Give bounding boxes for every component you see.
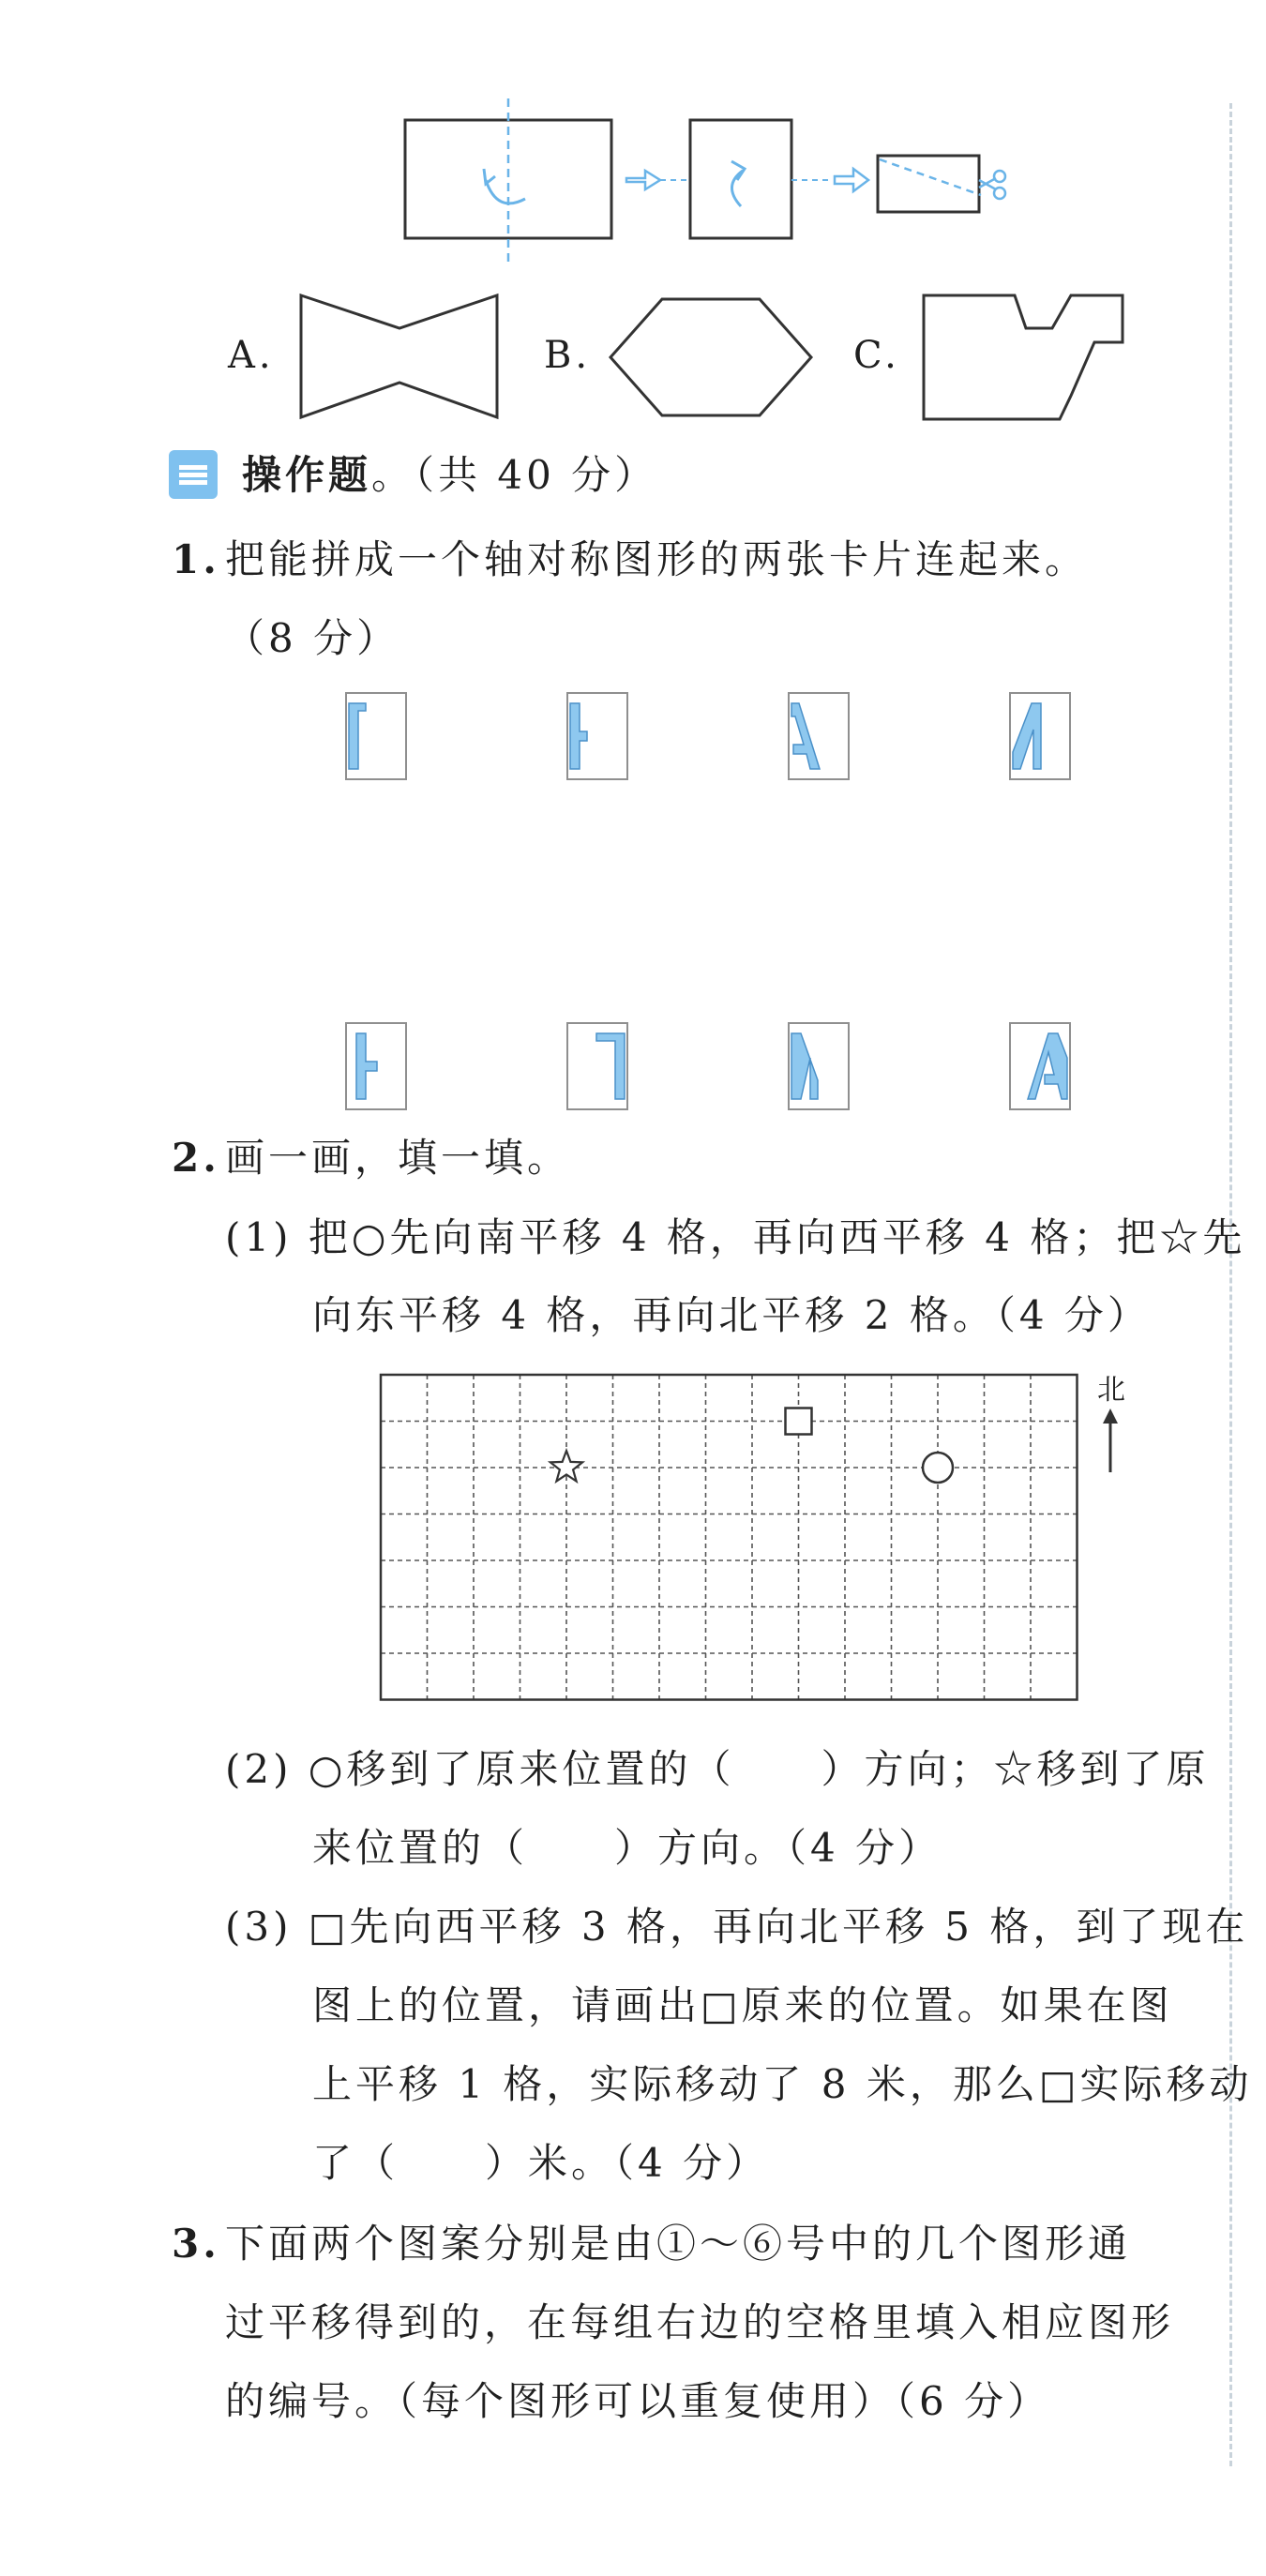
choice-a-shape bbox=[298, 293, 500, 420]
section-heading bbox=[242, 452, 657, 499]
q2-part3-line4: 了（ ）米。（4 分） bbox=[312, 2140, 770, 2186]
square-shape bbox=[786, 1409, 812, 1435]
card-bottom-1[interactable] bbox=[345, 1022, 407, 1110]
choice-a-label: A. bbox=[228, 334, 275, 377]
hollow-arrow-icon bbox=[626, 171, 660, 189]
scissors-icon bbox=[979, 171, 1005, 199]
q1-score: （8 分） bbox=[225, 615, 400, 661]
q1-text: 把能拼成一个轴对称图形的两张卡片连起来。 bbox=[225, 536, 1089, 582]
choice-b-label: B. bbox=[544, 334, 592, 377]
choice-c-label: C. bbox=[853, 334, 900, 377]
q2-part3-line3: 上平移 1 格，实际移动了 8 米，那么□实际移动 bbox=[312, 2061, 1253, 2107]
section-score: 。（共 40 分） bbox=[371, 452, 658, 498]
cut-line bbox=[880, 159, 981, 195]
q3-line3: 的编号。（每个图形可以重复使用）（6 分） bbox=[225, 2378, 1051, 2424]
card-bottom-3[interactable] bbox=[788, 1022, 850, 1110]
half-letter-H-right-icon bbox=[347, 1024, 405, 1108]
q2-number: 2. bbox=[172, 1135, 220, 1181]
q2-part1-line1: (1) 把○先向南平移 4 格，再向西平移 4 格；把☆先 bbox=[225, 1214, 1246, 1260]
half-letter-A-right-icon bbox=[1011, 1024, 1069, 1108]
card-bottom-2[interactable] bbox=[566, 1022, 628, 1110]
half-letter-M-right-icon bbox=[790, 1024, 848, 1108]
fold-arrow-icon bbox=[486, 180, 525, 203]
half-letter-H-left-icon bbox=[568, 694, 626, 778]
q2-title: 画一画，填一填。 bbox=[225, 1135, 571, 1181]
hollow-arrow-icon bbox=[835, 169, 868, 191]
paper-rectangle bbox=[405, 120, 611, 238]
card-top-3[interactable] bbox=[788, 692, 850, 780]
grid-border bbox=[381, 1375, 1078, 1700]
circle-shape bbox=[923, 1453, 953, 1483]
q3-number: 3. bbox=[172, 2221, 220, 2267]
choice-b-shape bbox=[608, 296, 814, 418]
q2-part2-line1: (2) ○移到了原来位置的（ ）方向；☆移到了原 bbox=[225, 1746, 1210, 1792]
half-letter-T-right-icon bbox=[568, 1024, 626, 1108]
q1-number: 1. bbox=[172, 536, 220, 582]
section-three-icon bbox=[169, 450, 218, 499]
margin-dashed-line bbox=[1229, 103, 1232, 2466]
north-arrow-icon bbox=[1099, 1407, 1122, 1474]
section-title: 操作题 bbox=[242, 452, 372, 498]
half-letter-N-left-icon bbox=[1011, 694, 1069, 778]
movement-grid[interactable] bbox=[375, 1369, 1144, 1716]
q2-part3-line1: (3) □先向西平移 3 格，再向北平移 5 格，到了现在 bbox=[225, 1904, 1249, 1950]
half-letter-A-left-icon bbox=[790, 694, 848, 778]
card-top-1[interactable] bbox=[345, 692, 407, 780]
north-label: 北 bbox=[1097, 1374, 1129, 1407]
card-top-2[interactable] bbox=[566, 692, 628, 780]
q3-line2: 过平移得到的，在每组右边的空格里填入相应图形 bbox=[225, 2299, 1175, 2345]
q3-line1: 下面两个图案分别是由①～⑥号中的几个图形通 bbox=[225, 2221, 1132, 2267]
folded-paper bbox=[690, 120, 791, 238]
choice-c-shape bbox=[921, 293, 1125, 422]
card-top-4[interactable] bbox=[1009, 692, 1071, 780]
folding-process-diagram bbox=[394, 94, 1050, 263]
card-bottom-4[interactable] bbox=[1009, 1022, 1071, 1110]
q2-part2-line2: 来位置的（ ）方向。（4 分） bbox=[312, 1825, 942, 1871]
q2-part3-line2: 图上的位置，请画出□原来的位置。如果在图 bbox=[312, 1982, 1173, 2028]
half-letter-T-left-icon bbox=[347, 694, 405, 778]
q2-part1-line2: 向东平移 4 格，再向北平移 2 格。（4 分） bbox=[312, 1292, 1151, 1338]
